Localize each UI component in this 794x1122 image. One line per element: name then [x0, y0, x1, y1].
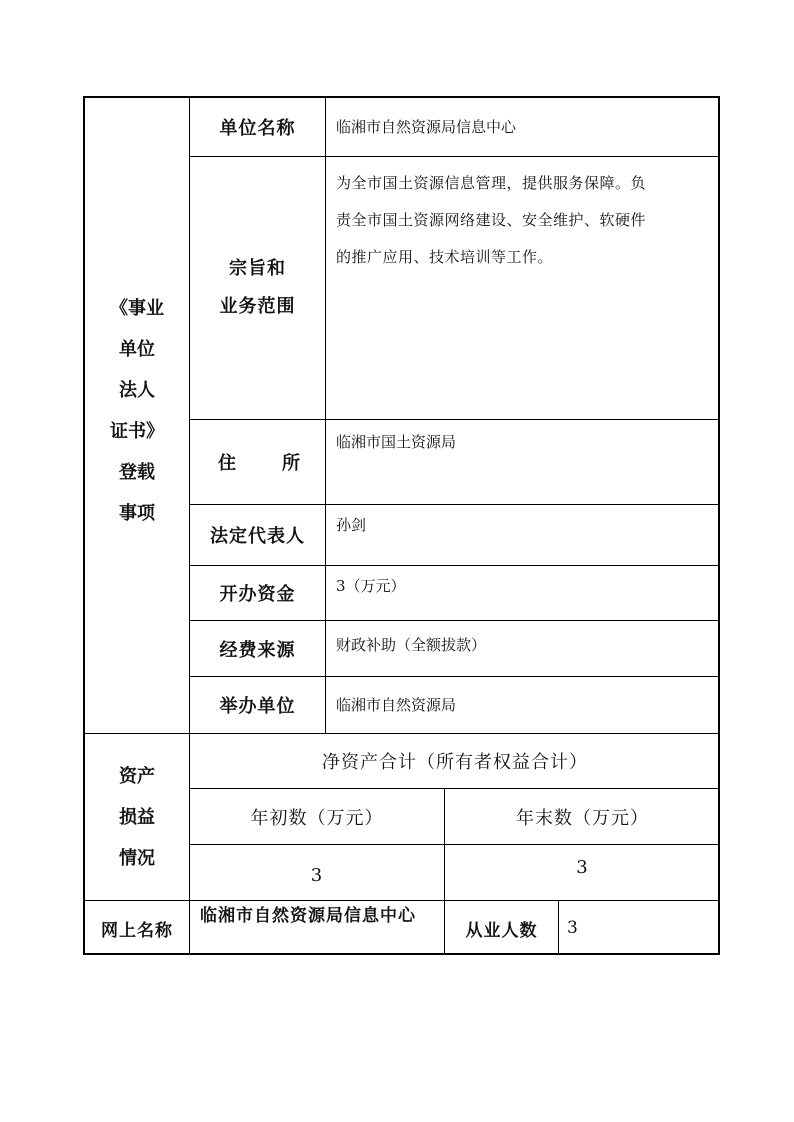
beginning-value: [189, 844, 444, 900]
unit-name-label-text: 单位名称: [219, 118, 296, 139]
unit-name-label: [189, 98, 325, 156]
funding-label-text: 经费来源: [219, 639, 296, 661]
net-assets-header-text: 净资产合计（所有者权益合计）: [322, 752, 588, 773]
legal-rep-label: [189, 504, 325, 565]
ending-value: [444, 844, 720, 900]
registration-section-label: [85, 98, 189, 733]
sponsor-label: [189, 676, 325, 733]
net-assets-header: [189, 733, 720, 788]
purpose-value: [325, 156, 720, 419]
legal-rep-label-text: 法定代表人: [210, 526, 305, 547]
address-label-right: 所: [282, 453, 301, 474]
employees-value: [558, 900, 720, 955]
purpose-label-line-2: 业务范围: [219, 296, 296, 317]
registration-section-line-1: 《事业: [110, 297, 164, 319]
funding-label: [189, 620, 325, 676]
registration-section-line-6: 事项: [119, 502, 155, 524]
assets-section-label: [85, 733, 189, 900]
ending-value-text: 3: [576, 857, 589, 878]
purpose-value-line-3: 的推广应用、技术培训等工作。: [336, 248, 554, 266]
employees-label-text: 从业人数: [465, 920, 538, 941]
address-label-left: 住: [218, 453, 237, 474]
funding-value-text: 财政补助（全额拔款）: [336, 636, 487, 654]
address-value: [325, 419, 720, 504]
registration-section-line-3: 法人: [119, 379, 155, 401]
unit-name-value-text: 临湘市自然资源局信息中心: [336, 118, 517, 136]
purpose-value-line-2: 责全市国土资源网络建设、安全维护、软硬件: [336, 211, 647, 229]
purpose-label: [189, 156, 325, 419]
employees-label: [444, 900, 558, 955]
registration-form-table: [83, 96, 720, 955]
funding-value: [325, 620, 720, 676]
employees-value-text: 3: [567, 918, 578, 938]
legal-rep-value-text: 孙剑: [336, 516, 367, 534]
sponsor-label-text: 举办单位: [219, 696, 296, 717]
legal-rep-value: [325, 504, 720, 565]
online-name-value: [189, 900, 444, 955]
registration-section-line-4: 证书》: [110, 420, 164, 442]
capital-value: [325, 565, 720, 620]
ending-label-text: 年末数（万元）: [516, 807, 649, 829]
capital-label-text: 开办资金: [219, 584, 296, 605]
assets-section-line-3: 情况: [119, 847, 155, 869]
ending-label: [444, 788, 720, 844]
capital-label: [189, 565, 325, 620]
address-label: [189, 419, 325, 504]
sponsor-value: [325, 676, 720, 733]
registration-section-line-2: 单位: [119, 338, 155, 360]
purpose-value-line-1: 为全市国土资源信息管理，提供服务保障。负: [336, 174, 647, 192]
beginning-label: [189, 788, 444, 844]
sponsor-value-text: 临湘市自然资源局: [336, 696, 457, 714]
purpose-label-line-1: 宗旨和: [229, 258, 286, 279]
address-value-text: 临湘市国土资源局: [336, 433, 457, 451]
capital-value-text: 3（万元）: [336, 577, 406, 595]
online-name-label: [85, 900, 189, 955]
unit-name-value: [325, 98, 720, 156]
assets-section-line-2: 损益: [119, 806, 155, 828]
online-name-label-text: 网上名称: [101, 920, 173, 941]
online-name-value-text: 临湘市自然资源局信息中心: [200, 906, 416, 926]
registration-section-line-5: 登载: [119, 461, 155, 483]
beginning-value-text: 3: [310, 865, 324, 886]
beginning-label-text: 年初数（万元）: [250, 807, 384, 829]
assets-section-line-1: 资产: [119, 765, 155, 787]
